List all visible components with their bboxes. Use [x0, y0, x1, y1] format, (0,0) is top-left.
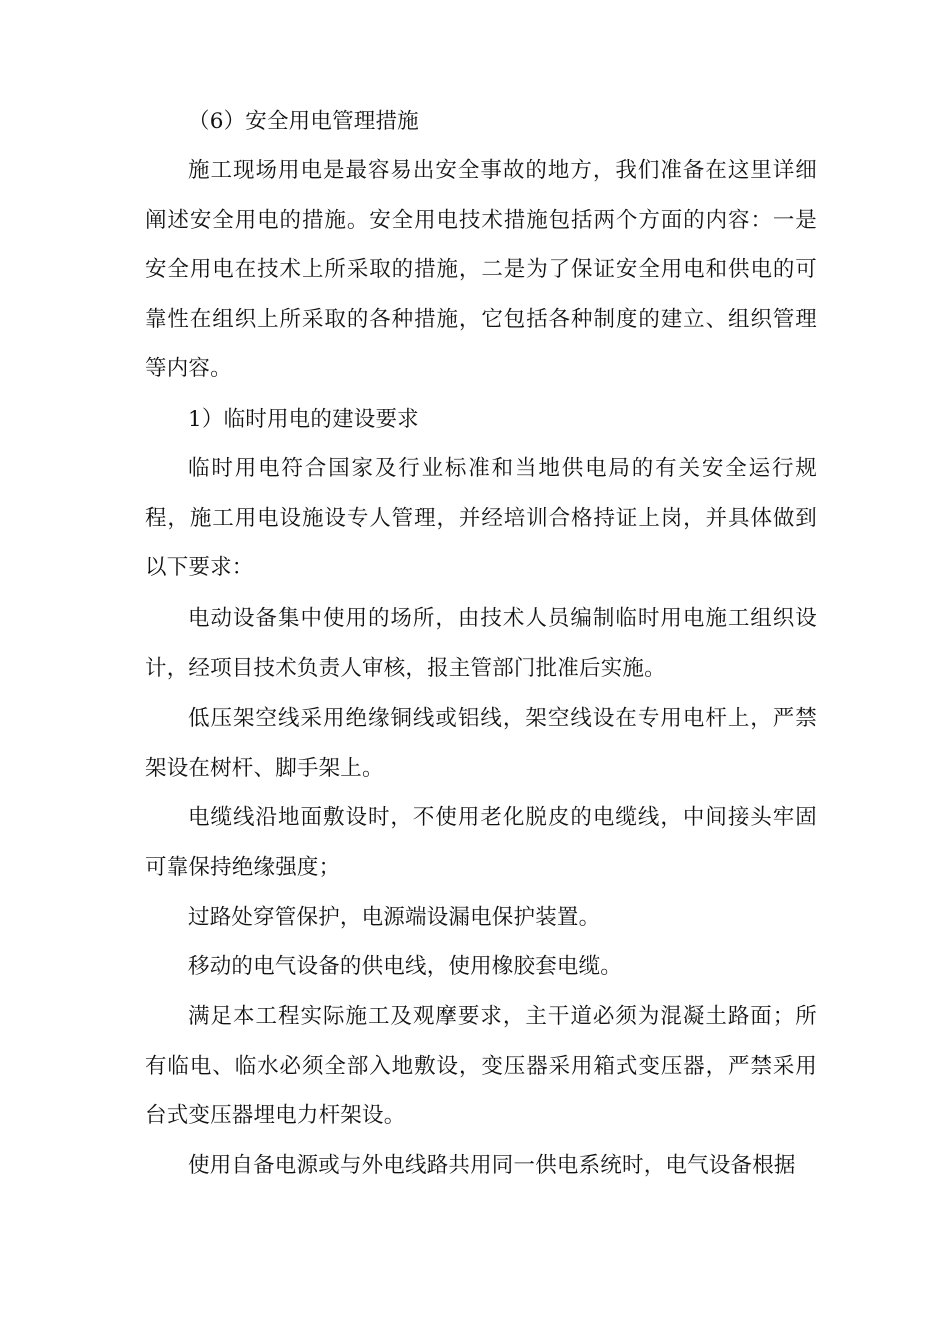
- body-paragraph-power-supply: 使用自备电源或与外电线路共用同一供电系统时，电气设备根据: [188, 1153, 796, 1178]
- body-paragraph-overhead-lines: 低压架空线采用绝缘铜线或铝线，架空线设在专用电杆上，严禁架设在树杆、脚手架上。: [145, 706, 817, 781]
- body-paragraph-site-requirements: 满足本工程实际施工及观摩要求，主干道必须为混凝土路面；所有临电、临水必须全部入地敷设，变压器采用箱式变压器，严禁采用台式变压器埋电力杆架设。: [145, 1004, 817, 1128]
- body-paragraph-mobile-equipment: 移动的电气设备的供电线，使用橡胶套电缆。: [188, 954, 623, 979]
- section-heading: （6）安全用电管理措施: [188, 109, 419, 134]
- body-paragraph-cables: 电缆线沿地面敷设时，不使用老化脱皮的电缆线，中间接头牢固可靠保持绝缘强度；: [145, 805, 817, 880]
- body-paragraph-design: 电动设备集中使用的场所，由技术人员编制临时用电施工组织设计，经项目技术负责人审核，报主管部门批准后实施。: [145, 606, 817, 681]
- body-paragraph-crossing: 过路处穿管保护，电源端设漏电保护装置。: [188, 905, 601, 930]
- subsection-heading: 1）临时用电的建设要求: [188, 407, 419, 432]
- body-paragraph-intro: 施工现场用电是最容易出安全事故的地方，我们准备在这里详细阐述安全用电的措施。安全用电技术措施包括两个方面的内容：一是安全用电在技术上所采取的措施，二是为了保证安全用电和供电的可靠性在组织上所采取的各种措施，它包括各种制度的建立、组织管理等内容。: [145, 158, 817, 381]
- body-paragraph-requirements: 临时用电符合国家及行业标准和当地供电局的有关安全运行规程，施工用电设施设专人管理，并经培训合格持证上岗，并具体做到以下要求：: [145, 456, 817, 580]
